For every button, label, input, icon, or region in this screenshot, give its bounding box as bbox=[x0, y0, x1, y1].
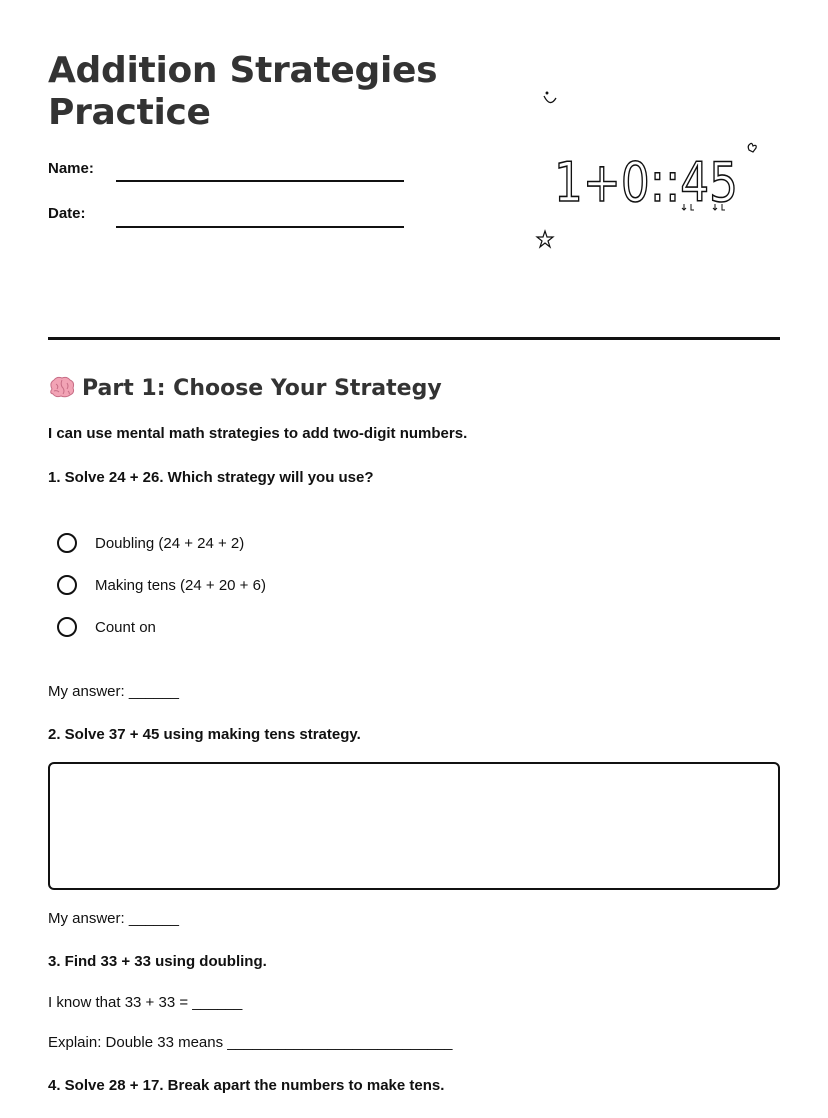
question-4-prompt: 4. Solve 28 + 17. Break apart the numbers to make tens. bbox=[48, 1077, 445, 1094]
question-2-prompt: 2. Solve 37 + 45 using making tens strategy. bbox=[48, 726, 361, 743]
learning-goal: I can use mental math strategies to add two-digit numbers. bbox=[48, 425, 468, 442]
q3-fill-line[interactable]: I know that 33 + 33 = ______ bbox=[48, 994, 243, 1011]
q1-option-making-tens[interactable] bbox=[57, 573, 266, 597]
question-3-prompt: 3. Find 33 + 33 using doubling. bbox=[48, 953, 267, 970]
decorative-illustration bbox=[520, 80, 780, 270]
date-field[interactable] bbox=[116, 226, 404, 228]
heart-icon bbox=[748, 143, 756, 152]
option-label: Making tens (24 + 20 + 6) bbox=[95, 576, 266, 594]
part1-heading bbox=[48, 374, 442, 404]
q1-answer-line[interactable]: My answer: ______ bbox=[48, 683, 179, 700]
question-1-prompt: 1. Solve 24 + 26. Which strategy will you use? bbox=[48, 469, 374, 486]
star-icon bbox=[537, 231, 553, 247]
radio-button[interactable] bbox=[57, 617, 77, 637]
title-line-2: Practice bbox=[48, 92, 211, 133]
part1-heading-text: Part 1: Choose Your Strategy bbox=[82, 376, 442, 401]
q2-answer-line[interactable]: My answer: ______ bbox=[48, 910, 179, 927]
date-label: Date: bbox=[48, 205, 86, 222]
q1-option-doubling[interactable] bbox=[57, 531, 244, 555]
brain-icon bbox=[48, 376, 76, 398]
q3-explain-line[interactable]: Explain: Double 33 means ___________________________ bbox=[48, 1034, 453, 1051]
name-field[interactable] bbox=[116, 180, 404, 182]
option-label: Doubling (24 + 24 + 2) bbox=[95, 534, 245, 552]
option-label: Count on bbox=[95, 618, 156, 636]
radio-button[interactable] bbox=[57, 533, 77, 553]
illustration-text: 1+0::45 bbox=[554, 151, 738, 214]
section-divider bbox=[48, 337, 780, 340]
radio-button[interactable] bbox=[57, 575, 77, 595]
q1-option-count-on[interactable] bbox=[57, 615, 156, 639]
name-label: Name: bbox=[48, 160, 94, 177]
q2-work-area[interactable] bbox=[48, 762, 780, 890]
smile-icon bbox=[544, 92, 556, 102]
worksheet-title bbox=[48, 50, 437, 134]
title-line-1: Addition Strategies bbox=[48, 50, 438, 91]
